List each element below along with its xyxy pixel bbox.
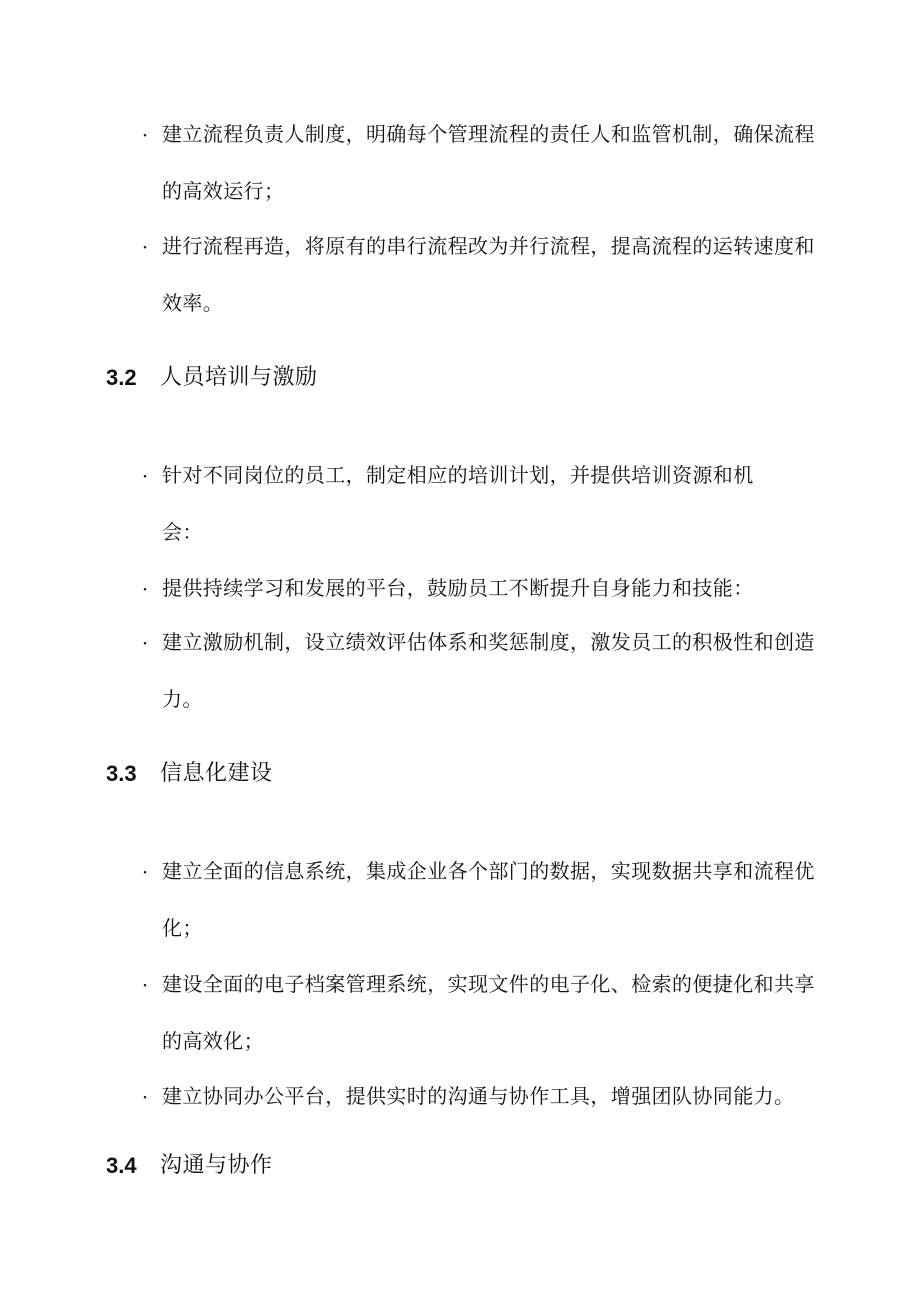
list-item-text: 提供持续学习和发展的平台，鼓励员工不断提升自身能力和技能： [162, 576, 754, 600]
section-title: 沟通与协作 [160, 1153, 273, 1178]
section-number: 3.4 [106, 1153, 137, 1178]
list-item-text: 针对不同岗位的员工，制定相应的培训计划，并提供培训资源和机会： [162, 463, 754, 544]
section-heading [0, 1146, 920, 1186]
bullet-icon: · [141, 235, 149, 259]
bullet-icon: · [141, 1085, 149, 1109]
bullet-icon: · [141, 123, 149, 147]
section-title: 人员培训与激励 [160, 365, 318, 390]
list-item-text: 建设全面的电子档案管理系统，实现文件的电子化、检索的便捷化和共享的高效化； [162, 972, 815, 1053]
section-title: 信息化建设 [160, 761, 273, 786]
list-item-text: 建立激励机制，设立绩效评估体系和奖惩制度，激发员工的积极性和创造力。 [162, 630, 815, 711]
bullet-icon: · [141, 631, 149, 655]
section-heading [0, 358, 920, 398]
list-item-text: 建立全面的信息系统，集成企业各个部门的数据，实现数据共享和流程优化； [162, 859, 815, 940]
bullet-icon: · [141, 577, 149, 601]
list-item-text: 建立流程负责人制度，明确每个管理流程的责任人和监管机制，确保流程的高效运行； [162, 122, 815, 203]
list-item-text: 建立协同办公平台，提供实时的沟通与协作工具，增强团队协同能力。 [162, 1084, 795, 1108]
section-number: 3.2 [106, 365, 137, 390]
bullet-icon: · [141, 973, 149, 997]
section-heading [0, 754, 920, 794]
bullet-icon: · [141, 860, 149, 884]
bullet-icon: · [141, 464, 149, 488]
list-item-text: 进行流程再造，将原有的串行流程改为并行流程，提高流程的运转速度和效率。 [162, 234, 815, 315]
section-number: 3.3 [106, 761, 137, 786]
